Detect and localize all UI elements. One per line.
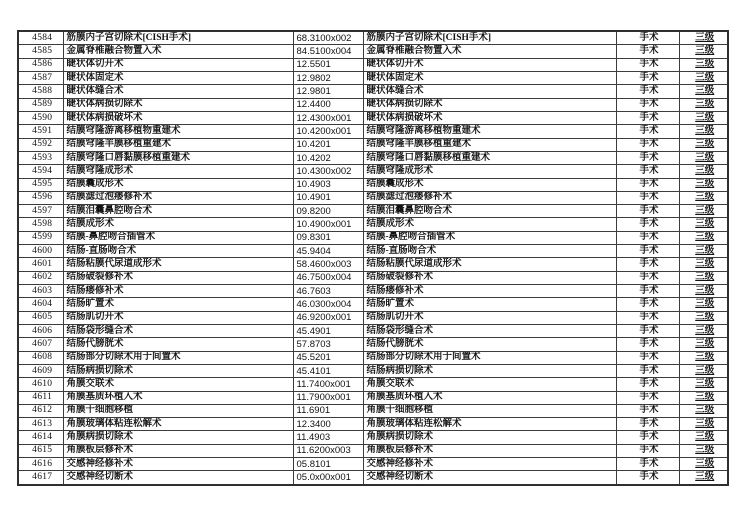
procedure-name: 结肠肌切开术 <box>63 311 293 324</box>
level-cell <box>679 205 728 218</box>
procedure-code: 09.8200 <box>293 205 363 218</box>
level-cell <box>679 111 728 124</box>
level-cell <box>679 258 728 271</box>
procedure-code: 10.4200x001 <box>293 125 363 138</box>
procedure-name: 睫状体切开术 <box>63 58 293 71</box>
row-id: 4601 <box>18 258 63 271</box>
procedure-code: 11.6200x003 <box>293 444 363 457</box>
category-cell: 手术 <box>616 72 679 85</box>
row-id: 4588 <box>18 85 63 98</box>
procedure-name-repeat: 结肠病损切除术 <box>363 364 616 377</box>
category-cell: 手术 <box>616 125 679 138</box>
row-id: 4589 <box>18 98 63 111</box>
procedure-name: 结肠代膀胱术 <box>63 338 293 351</box>
procedure-code: 11.7400x001 <box>293 378 363 391</box>
procedure-name: 结肠病损切除术 <box>63 364 293 377</box>
level-text: 三级 <box>695 152 715 163</box>
category-cell: 手术 <box>616 165 679 178</box>
procedure-code: 05.0x00x001 <box>293 471 363 485</box>
procedure-name-repeat: 结肠粘膜代尿道成形术 <box>363 258 616 271</box>
procedure-name: 结肠袋形缝合术 <box>63 324 293 337</box>
procedure-code: 11.4903 <box>293 431 363 444</box>
level-text: 三级 <box>695 458 715 469</box>
procedure-code: 11.6901 <box>293 404 363 417</box>
procedure-name-repeat: 结膜滤过泡瘘修补术 <box>363 191 616 204</box>
level-cell <box>679 391 728 404</box>
procedure-name-repeat: 结膜-鼻腔吻合插管术 <box>363 231 616 244</box>
row-id: 4616 <box>18 458 63 471</box>
procedure-name-repeat: 角膜干细胞移植 <box>363 404 616 417</box>
row-id: 4593 <box>18 151 63 164</box>
level-cell <box>679 72 728 85</box>
level-text: 三级 <box>695 46 715 57</box>
row-id: 4597 <box>18 205 63 218</box>
procedure-code: 10.4300x002 <box>293 165 363 178</box>
procedure-name-repeat: 角膜交联术 <box>363 378 616 391</box>
procedure-name: 结肠瘘修补术 <box>63 285 293 298</box>
level-cell <box>679 364 728 377</box>
procedure-name: 角膜玻璃体粘连松解术 <box>63 418 293 431</box>
row-id: 4610 <box>18 378 63 391</box>
procedure-name: 结肠-直肠吻合术 <box>63 245 293 258</box>
level-text: 三级 <box>695 125 715 136</box>
table-row <box>18 271 728 284</box>
level-text: 三级 <box>695 365 715 376</box>
procedure-code: 58.4600x003 <box>293 258 363 271</box>
row-id: 4599 <box>18 231 63 244</box>
category-cell: 手术 <box>616 364 679 377</box>
level-text: 三级 <box>695 432 715 443</box>
row-id: 4608 <box>18 351 63 364</box>
level-cell <box>679 31 728 45</box>
level-cell <box>679 138 728 151</box>
category-cell: 手术 <box>616 285 679 298</box>
procedure-name-repeat: 结膜穹隆羊膜移植重建术 <box>363 138 616 151</box>
procedure-name: 结肠破裂修补术 <box>63 271 293 284</box>
procedure-name-repeat: 角膜基质环植入术 <box>363 391 616 404</box>
procedure-code: 57.8703 <box>293 338 363 351</box>
table-row <box>18 31 728 45</box>
table-row <box>18 364 728 377</box>
procedure-name: 结膜泪囊鼻腔吻合术 <box>63 205 293 218</box>
table-row <box>18 191 728 204</box>
table-row <box>18 218 728 231</box>
level-cell <box>679 165 728 178</box>
category-cell: 手术 <box>616 31 679 45</box>
level-text: 三级 <box>695 392 715 403</box>
procedure-name-repeat: 结肠-直肠吻合术 <box>363 245 616 258</box>
procedure-name-repeat: 交感神经切断术 <box>363 471 616 485</box>
level-text: 三级 <box>695 219 715 230</box>
category-cell: 手术 <box>616 444 679 457</box>
level-cell <box>679 324 728 337</box>
procedure-name: 角膜干细胞移植 <box>63 404 293 417</box>
procedure-name: 睫状体病损破坏术 <box>63 111 293 124</box>
category-cell: 手术 <box>616 431 679 444</box>
procedure-name: 交感神经修补术 <box>63 458 293 471</box>
procedure-code: 46.9200x001 <box>293 311 363 324</box>
procedure-name: 交感神经切断术 <box>63 471 293 485</box>
level-text: 三级 <box>695 165 715 176</box>
procedure-name-repeat: 结膜穹隆成形术 <box>363 165 616 178</box>
level-text: 三级 <box>695 32 715 43</box>
level-cell <box>679 178 728 191</box>
category-cell: 手术 <box>616 338 679 351</box>
procedure-table-body <box>18 31 728 485</box>
procedure-name: 结肠粘膜代尿道成形术 <box>63 258 293 271</box>
procedure-name-repeat: 角膜玻璃体粘连松解术 <box>363 418 616 431</box>
level-text: 三级 <box>695 445 715 456</box>
level-text: 三级 <box>695 232 715 243</box>
table-row <box>18 111 728 124</box>
procedure-name: 结肠部分切除术用于间置术 <box>63 351 293 364</box>
category-cell: 手术 <box>616 218 679 231</box>
procedure-name: 结膜滤过泡瘘修补术 <box>63 191 293 204</box>
procedure-table <box>17 30 729 486</box>
procedure-code: 10.4903 <box>293 178 363 191</box>
procedure-code: 45.9404 <box>293 245 363 258</box>
procedure-name-repeat: 睫状体切开术 <box>363 58 616 71</box>
table-row <box>18 205 728 218</box>
procedure-code: 46.0300x004 <box>293 298 363 311</box>
procedure-code: 10.4202 <box>293 151 363 164</box>
procedure-name-repeat: 筋膜内子宫切除术[CISH手术] <box>363 31 616 45</box>
procedure-name: 金属脊椎融合物置入术 <box>63 45 293 58</box>
row-id: 4595 <box>18 178 63 191</box>
level-text: 三级 <box>695 205 715 216</box>
procedure-name: 结肠旷置术 <box>63 298 293 311</box>
procedure-name-repeat: 结膜成形术 <box>363 218 616 231</box>
procedure-name: 结膜成形术 <box>63 218 293 231</box>
procedure-code: 10.4900x001 <box>293 218 363 231</box>
procedure-name-repeat: 结肠瘘修补术 <box>363 285 616 298</box>
level-cell <box>679 431 728 444</box>
row-id: 4604 <box>18 298 63 311</box>
procedure-name-repeat: 睫状体固定术 <box>363 72 616 85</box>
row-id: 4587 <box>18 72 63 85</box>
procedure-name: 睫状体固定术 <box>63 72 293 85</box>
category-cell: 手术 <box>616 231 679 244</box>
table-row <box>18 338 728 351</box>
procedure-name: 结膜穹隆游离移植物重建术 <box>63 125 293 138</box>
level-text: 三级 <box>695 418 715 429</box>
procedure-code: 45.4901 <box>293 324 363 337</box>
table-row <box>18 72 728 85</box>
procedure-name-repeat: 睫状体病损切除术 <box>363 98 616 111</box>
table-row <box>18 444 728 457</box>
procedure-name: 结膜囊成形术 <box>63 178 293 191</box>
category-cell: 手术 <box>616 311 679 324</box>
level-cell <box>679 151 728 164</box>
procedure-name: 角膜板层修补术 <box>63 444 293 457</box>
row-id: 4607 <box>18 338 63 351</box>
category-cell: 手术 <box>616 45 679 58</box>
procedure-code: 12.4400 <box>293 98 363 111</box>
category-cell: 手术 <box>616 258 679 271</box>
row-id: 4602 <box>18 271 63 284</box>
level-text: 三级 <box>695 325 715 336</box>
level-cell <box>679 245 728 258</box>
level-text: 三级 <box>695 192 715 203</box>
table-row <box>18 58 728 71</box>
row-id: 4609 <box>18 364 63 377</box>
procedure-name-repeat: 金属脊椎融合物置入术 <box>363 45 616 58</box>
table-row <box>18 151 728 164</box>
category-cell: 手术 <box>616 458 679 471</box>
category-cell: 手术 <box>616 58 679 71</box>
level-cell <box>679 271 728 284</box>
category-cell: 手术 <box>616 178 679 191</box>
row-id: 4613 <box>18 418 63 431</box>
category-cell: 手术 <box>616 205 679 218</box>
row-id: 4605 <box>18 311 63 324</box>
category-cell: 手术 <box>616 271 679 284</box>
table-row <box>18 138 728 151</box>
level-text: 三级 <box>695 472 715 483</box>
level-text: 三级 <box>695 259 715 270</box>
procedure-name-repeat: 睫状体病损破坏术 <box>363 111 616 124</box>
row-id: 4591 <box>18 125 63 138</box>
level-text: 三级 <box>695 352 715 363</box>
procedure-name-repeat: 结膜穹隆口唇黏膜移植重建术 <box>363 151 616 164</box>
procedure-name: 结膜穹隆羊膜移植重建术 <box>63 138 293 151</box>
row-id: 4600 <box>18 245 63 258</box>
level-text: 三级 <box>695 179 715 190</box>
table-row <box>18 324 728 337</box>
category-cell: 手术 <box>616 351 679 364</box>
table-row <box>18 391 728 404</box>
row-id: 4590 <box>18 111 63 124</box>
level-cell <box>679 125 728 138</box>
level-cell <box>679 231 728 244</box>
table-row <box>18 231 728 244</box>
level-cell <box>679 444 728 457</box>
procedure-name: 角膜交联术 <box>63 378 293 391</box>
procedure-code: 45.4101 <box>293 364 363 377</box>
row-id: 4611 <box>18 391 63 404</box>
level-text: 三级 <box>695 338 715 349</box>
category-cell: 手术 <box>616 391 679 404</box>
row-id: 4585 <box>18 45 63 58</box>
category-cell: 手术 <box>616 418 679 431</box>
level-text: 三级 <box>695 298 715 309</box>
level-text: 三级 <box>695 272 715 283</box>
level-text: 三级 <box>695 85 715 96</box>
category-cell: 手术 <box>616 191 679 204</box>
row-id: 4592 <box>18 138 63 151</box>
table-row <box>18 178 728 191</box>
procedure-name: 睫状体缝合术 <box>63 85 293 98</box>
procedure-code: 12.4300x001 <box>293 111 363 124</box>
level-cell <box>679 404 728 417</box>
level-cell <box>679 58 728 71</box>
procedure-code: 12.5501 <box>293 58 363 71</box>
table-row <box>18 458 728 471</box>
row-id: 4586 <box>18 58 63 71</box>
procedure-code: 68.3100x002 <box>293 31 363 45</box>
procedure-name-repeat: 结肠袋形缝合术 <box>363 324 616 337</box>
level-cell <box>679 311 728 324</box>
table-row <box>18 258 728 271</box>
row-id: 4584 <box>18 31 63 45</box>
procedure-code: 45.5201 <box>293 351 363 364</box>
category-cell: 手术 <box>616 471 679 485</box>
category-cell: 手术 <box>616 378 679 391</box>
procedure-name: 角膜病损切除术 <box>63 431 293 444</box>
row-id: 4594 <box>18 165 63 178</box>
level-cell <box>679 45 728 58</box>
level-cell <box>679 471 728 485</box>
level-cell <box>679 285 728 298</box>
procedure-name-repeat: 结肠部分切除术用于间置术 <box>363 351 616 364</box>
procedure-name-repeat: 睫状体缝合术 <box>363 85 616 98</box>
procedure-name-repeat: 结膜囊成形术 <box>363 178 616 191</box>
level-cell <box>679 218 728 231</box>
level-text: 三级 <box>695 405 715 416</box>
row-id: 4614 <box>18 431 63 444</box>
table-row <box>18 98 728 111</box>
procedure-name-repeat: 结膜泪囊鼻腔吻合术 <box>363 205 616 218</box>
procedure-code: 10.4901 <box>293 191 363 204</box>
row-id: 4617 <box>18 471 63 485</box>
procedure-name: 结膜-鼻腔吻合插管术 <box>63 231 293 244</box>
procedure-name-repeat: 结肠肌切开术 <box>363 311 616 324</box>
procedure-name-repeat: 结肠代膀胱术 <box>363 338 616 351</box>
table-row <box>18 418 728 431</box>
table-row <box>18 45 728 58</box>
procedure-code: 46.7603 <box>293 285 363 298</box>
procedure-name: 结膜穹隆口唇黏膜移植重建术 <box>63 151 293 164</box>
table-row <box>18 404 728 417</box>
table-row <box>18 285 728 298</box>
table-row <box>18 378 728 391</box>
table-row <box>18 298 728 311</box>
procedure-code: 84.5100x004 <box>293 45 363 58</box>
table-row <box>18 165 728 178</box>
table-row <box>18 431 728 444</box>
level-cell <box>679 191 728 204</box>
level-text: 三级 <box>695 245 715 256</box>
procedure-code: 12.9802 <box>293 72 363 85</box>
level-text: 三级 <box>695 285 715 296</box>
row-id: 4615 <box>18 444 63 457</box>
row-id: 4606 <box>18 324 63 337</box>
level-text: 三级 <box>695 378 715 389</box>
category-cell: 手术 <box>616 151 679 164</box>
level-cell <box>679 378 728 391</box>
row-id: 4596 <box>18 191 63 204</box>
category-cell: 手术 <box>616 404 679 417</box>
row-id: 4603 <box>18 285 63 298</box>
category-cell: 手术 <box>616 298 679 311</box>
category-cell: 手术 <box>616 111 679 124</box>
category-cell: 手术 <box>616 85 679 98</box>
level-text: 三级 <box>695 72 715 83</box>
level-cell <box>679 458 728 471</box>
category-cell: 手术 <box>616 245 679 258</box>
procedure-code: 05.8101 <box>293 458 363 471</box>
category-cell: 手术 <box>616 324 679 337</box>
level-cell <box>679 298 728 311</box>
table-row <box>18 245 728 258</box>
row-id: 4612 <box>18 404 63 417</box>
level-cell <box>679 338 728 351</box>
procedure-code: 46.7500x004 <box>293 271 363 284</box>
category-cell: 手术 <box>616 98 679 111</box>
level-cell <box>679 85 728 98</box>
procedure-code: 09.8301 <box>293 231 363 244</box>
procedure-name-repeat: 交感神经修补术 <box>363 458 616 471</box>
table-row <box>18 125 728 138</box>
procedure-name-repeat: 结肠旷置术 <box>363 298 616 311</box>
procedure-name: 角膜基质环植入术 <box>63 391 293 404</box>
level-text: 三级 <box>695 312 715 323</box>
category-cell: 手术 <box>616 138 679 151</box>
table-row <box>18 471 728 485</box>
level-text: 三级 <box>695 99 715 110</box>
procedure-code: 12.3400 <box>293 418 363 431</box>
procedure-name-repeat: 角膜病损切除术 <box>363 431 616 444</box>
procedure-name-repeat: 结肠破裂修补术 <box>363 271 616 284</box>
row-id: 4598 <box>18 218 63 231</box>
procedure-name: 睫状体病损切除术 <box>63 98 293 111</box>
level-text: 三级 <box>695 112 715 123</box>
procedure-code: 11.7900x001 <box>293 391 363 404</box>
table-row <box>18 351 728 364</box>
procedure-name: 结膜穹隆成形术 <box>63 165 293 178</box>
procedure-name-repeat: 结膜穹隆游离移植物重建术 <box>363 125 616 138</box>
procedure-name: 筋膜内子宫切除术[CISH手术] <box>63 31 293 45</box>
procedure-code: 10.4201 <box>293 138 363 151</box>
table-row <box>18 85 728 98</box>
level-text: 三级 <box>695 59 715 70</box>
table-row <box>18 311 728 324</box>
level-cell <box>679 98 728 111</box>
level-cell <box>679 351 728 364</box>
level-text: 三级 <box>695 139 715 150</box>
procedure-code: 12.9801 <box>293 85 363 98</box>
level-cell <box>679 418 728 431</box>
procedure-name-repeat: 角膜板层修补术 <box>363 444 616 457</box>
